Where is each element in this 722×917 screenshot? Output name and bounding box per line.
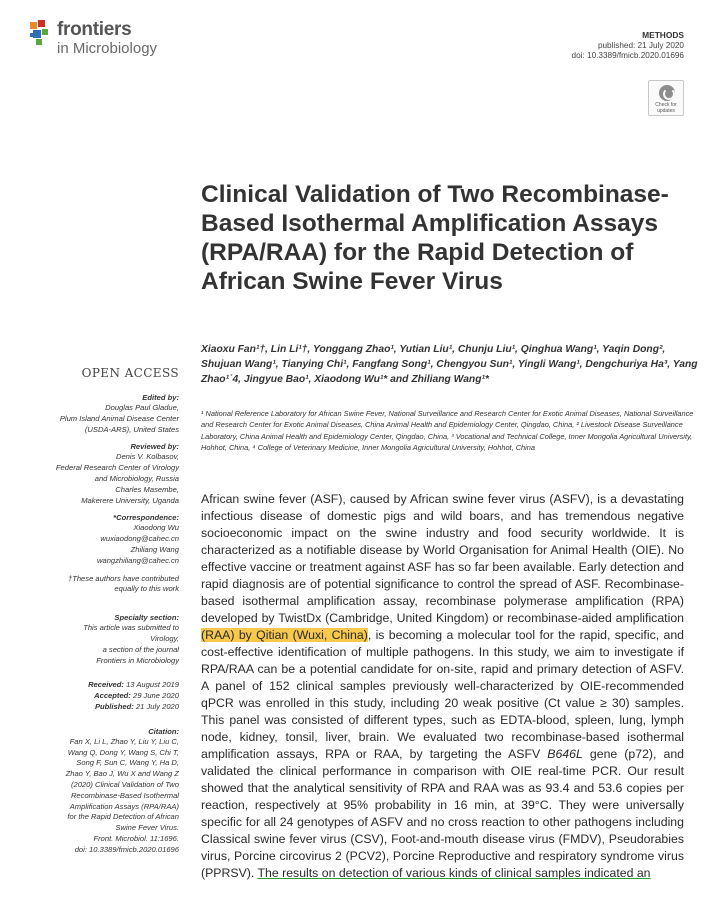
open-access-label: OPEN ACCESS bbox=[81, 366, 179, 380]
received-value: 13 August 2019 bbox=[126, 680, 179, 690]
edited-by-section bbox=[9, 393, 179, 435]
citation-line: Zhao Y, Bao J, Wu X and Wang Z bbox=[65, 769, 179, 779]
abstract-text-2: , is becoming a molecular tool for the rapid, specific, and cost-effective identification of multiple pathogens. In this study, we aim to investigate if RPA/RAA can be a potential candidate for on-site, rapid and primary detection of ASFV. A panel of 152 clinical samples previously well-characterized by OIE-recommended qPCR was enrolled in this study, including 20 weak positive (Ct value ≥ 30) samples. This panel was consisted of different types, such as EDTA-blood, spleen, lung, lymph node, kidney, tonsil, liver, brain. We evaluated two recombinase-based isothermal amplification assays, RPA or RAA, by targeting the ASFV bbox=[201, 628, 684, 761]
article-meta bbox=[572, 30, 684, 62]
update-icon bbox=[659, 85, 675, 101]
doi[interactable]: doi: 10.3389/fmicb.2020.01696 bbox=[571, 51, 684, 60]
reviewed-by-heading: Reviewed by: bbox=[130, 442, 179, 452]
journal-logo[interactable] bbox=[30, 18, 210, 62]
correspondent-email[interactable]: wangzhiliang@cahec.cn bbox=[96, 555, 179, 565]
reviewer-line: Charles Masembe, bbox=[115, 484, 179, 494]
received-date bbox=[9, 680, 179, 691]
citation-line: Swine Fever Virus. bbox=[115, 823, 179, 833]
citation-line: (2020) Clinical Validation of Two bbox=[70, 779, 179, 789]
check-for-updates-button[interactable] bbox=[648, 80, 684, 116]
reviewer-line: Federal Research Center of Virology bbox=[55, 463, 179, 473]
published-value: 21 July 2020 bbox=[135, 701, 179, 711]
citation-line: Front. Microbiol. 11:1696. bbox=[93, 833, 179, 843]
correspondent-name: Xiaodong Wu bbox=[133, 523, 179, 533]
correspondence-heading: *Correspondence: bbox=[113, 513, 179, 523]
citation-line: Recombinase-Based Isothermal bbox=[70, 790, 179, 800]
citation-heading: Citation: bbox=[148, 726, 179, 736]
specialty-line: a section of the journal bbox=[102, 644, 179, 654]
citation-line: Song F, Sun C, Wang Y, Ha D, bbox=[76, 758, 179, 768]
edited-by-heading: Edited by: bbox=[142, 393, 179, 402]
editor-line: Plum Island Animal Disease Center bbox=[59, 413, 179, 423]
citation-line: Amplification Assays (RPA/RAA) bbox=[69, 801, 179, 811]
underlined-text[interactable]: The results on detection of various kinds of clinical samples indicated an bbox=[257, 866, 651, 880]
correspondence-section bbox=[9, 513, 179, 566]
citation-doi[interactable]: doi: 10.3389/fmicb.2020.01696 bbox=[74, 844, 179, 854]
article-sidebar bbox=[9, 366, 179, 863]
reviewer-line: and Microbiology, Russia bbox=[94, 473, 179, 483]
author-list: Xiaoxu Fan¹†, Lin Li¹†, Yonggang Zhao¹, Yutian Liu¹, Chunju Liu¹, Qinghua Wang¹, Yaqin Dong², Shujuan Wang¹, Tianying Chi¹, Fangfang Song¹, Chengyou Sun¹, Yingli Wang¹, Dengchuriya Ha³, Yang Zhao¹˙4, Jingyue Bao¹, Xiaodong Wu¹* and Zhiliang Wang¹* bbox=[201, 344, 698, 386]
accepted-value: 29 June 2020 bbox=[132, 691, 179, 701]
equal-contribution-note bbox=[9, 574, 179, 596]
accepted-date bbox=[9, 691, 179, 702]
affiliations: ¹ National Reference Laboratory for African Swine Fever, National Surveillance and Research Center for Exotic Animal Diseases, National Surveillance and Research Center for Exotic Animal Diseases, China Animal Health and Epidemiology Center, Qingdao, China, ² Livestock Disease Surveillance Laboratory, China Animal Health and Epidemiology Center, Qingdao, China, ³ Vocational and Technical College, Inner Mongolia Agricultural University, Hohhot, China, ⁴ College of Veterinary Medicine, Inner Mongolia Agricultural University, Hohhot, China bbox=[201, 409, 694, 453]
journal-name: in Microbiology bbox=[57, 40, 158, 57]
citation-line: for the Rapid Detection of African bbox=[67, 812, 179, 822]
frontiers-logo-icon bbox=[30, 20, 52, 48]
article-title: Clinical Validation of Two Recombinase-Based Isothermal Amplification Assays (RPA/RAA) for the Rapid Detection of African Swine Fever Virus bbox=[201, 181, 669, 295]
editor-line: Douglas Paul Gladue, bbox=[105, 403, 179, 412]
published-date: published: 21 July 2020 bbox=[597, 40, 684, 50]
citation-line: Wang Q, Dong Y, Wang S, Chi T, bbox=[67, 747, 179, 757]
abstract bbox=[201, 491, 684, 882]
reviewer-line: Denis V. Kolbasov, bbox=[115, 452, 179, 462]
gene-name: B646L bbox=[547, 747, 583, 761]
specialty-line: This article was submitted to bbox=[83, 623, 179, 633]
check-for-updates-label: Check for updates bbox=[655, 102, 677, 114]
correspondent-email[interactable]: wuxiaodong@cahec.cn bbox=[100, 534, 179, 544]
abstract-text-1: African swine fever (ASF), caused by African swine fever virus (ASFV), is a devastating infectious disease of domestic pigs and wild boars, and has tremendous negative socioeconomic impact on the swine industry and food security worldwide. It is characterized as a notifiable disease by World Organisation for Animal Health (OIE). No effective vaccine or treatment against ASF has so far been available. Early detection and rapid diagnosis are of potential significance to control the spread of ASF. Recombinase-based isothermal amplification assay, recombinase polymerase amplification (RPA) developed by TwistDx (Cambridge, United Kingdom) or recombinase-aided amplification bbox=[201, 492, 684, 625]
citation-section bbox=[9, 727, 179, 856]
specialty-heading: Specialty section: bbox=[114, 613, 179, 623]
reviewed-by-section bbox=[9, 442, 179, 506]
specialty-section bbox=[9, 613, 179, 666]
equal-contribution-line: equally to this work bbox=[114, 584, 179, 594]
specialty-line: Virology, bbox=[150, 633, 179, 643]
brand-name: frontiers bbox=[57, 19, 132, 40]
accepted-label: Accepted: bbox=[94, 691, 131, 701]
published-date-sidebar bbox=[9, 702, 179, 713]
received-label: Received: bbox=[88, 680, 124, 690]
correspondent-name: Zhiliang Wang bbox=[130, 544, 179, 554]
dates-section bbox=[9, 680, 179, 712]
citation-line: Fan X, Li L, Zhao Y, Liu Y, Liu C, bbox=[69, 736, 179, 746]
article-type: METHODS bbox=[642, 30, 684, 40]
highlighted-text[interactable]: (RAA) by Qitian (Wuxi, China) bbox=[201, 628, 368, 642]
published-label: Published: bbox=[94, 701, 134, 711]
editor-line: (USDA-ARS), United States bbox=[84, 424, 179, 434]
equal-contribution-line: †These authors have contributed bbox=[67, 573, 179, 583]
reviewer-line: Makerere University, Uganda bbox=[81, 495, 179, 505]
specialty-line: Frontiers in Microbiology bbox=[96, 655, 179, 665]
abstract-text-3: gene (p72), and validated the clinical performance in comparison with OIE real-time PCR. Our result showed that the analytical sensitivity of RPA and RAA was as 93.4 and 53.6 copies per reaction, respectively at 95% probability in 16 min, at 39°C. They were universally specific for all 24 genotypes of ASFV and no cross reaction to other pathogens including Classical swine fever virus (CSV), Foot-and-mouth disease virus (FMDV), Pseudorabies virus, Porcine circovirus 2 (PCV2), Porcine Reproductive and respiratory syndrome virus (PPRSV). bbox=[201, 747, 684, 880]
